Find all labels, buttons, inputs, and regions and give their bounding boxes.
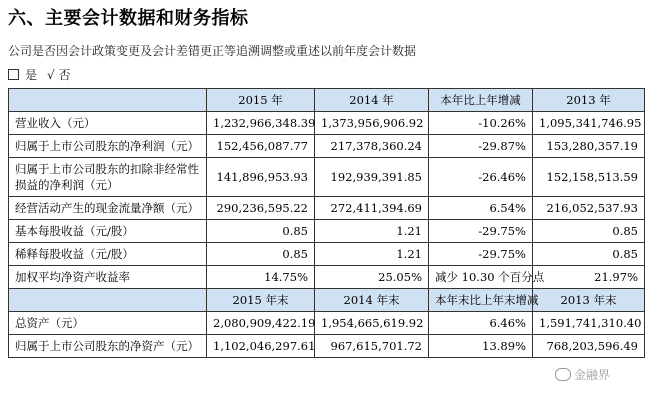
row-label: 总资产（元） [9,312,207,335]
section-heading: 六、主要会计数据和财务指标 [8,8,249,29]
table-cell: 153,280,357.19 [533,135,645,158]
table-cell: 0.85 [533,243,645,266]
row-label: 归属于上市公司股东的净资产（元） [9,335,207,358]
restatement-options [8,66,71,83]
table-cell: -29.75% [429,220,533,243]
table-cell: 1,095,341,746.95 [533,112,645,135]
column-header: 2013 年 [533,89,645,112]
restatement-question: 公司是否因会计政策变更及会计差错更正等追溯调整或重述以前年度会计数据 [8,44,417,58]
table-row [9,197,645,220]
table-cell: 141,896,953.93 [207,158,315,197]
row-label: 加权平均净资产收益率 [9,266,207,289]
column-header: 2014 年末 [315,289,429,312]
table-cell: -29.87% [429,135,533,158]
column-header: 本年末比上年末增减 [429,289,533,312]
row-label: 营业收入（元） [9,112,207,135]
table-cell: 1,591,741,310.40 [533,312,645,335]
table-cell: 768,203,596.49 [533,335,645,358]
table-cell: 1.21 [315,220,429,243]
table-cell: 152,456,087.77 [207,135,315,158]
table-cell: 0.85 [207,220,315,243]
table-cell: 272,411,394.69 [315,197,429,220]
column-header [9,289,207,312]
wechat-icon [555,368,571,381]
table-row [9,335,645,358]
table-row [9,158,645,197]
table-cell: 21.97% [533,266,645,289]
table-cell: 减少 10.30 个百分点 [429,266,533,289]
table-row [9,312,645,335]
table-row [9,112,645,135]
table-cell: 967,615,701.72 [315,335,429,358]
column-header: 本年比上年增减 [429,89,533,112]
table-cell: 1,232,966,348.39 [207,112,315,135]
table-cell: 14.75% [207,266,315,289]
table-cell: 217,378,360.24 [315,135,429,158]
table-row [9,243,645,266]
table-cell: 152,158,513.59 [533,158,645,197]
table-cell: 1,954,665,619.92 [315,312,429,335]
table-row [9,135,645,158]
watermark-text: 金融界 [574,368,611,382]
row-label: 稀释每股收益（元/股） [9,243,207,266]
table-cell: 0.85 [533,220,645,243]
financial-table [8,88,645,358]
column-header: 2014 年 [315,89,429,112]
table-cell: 290,236,595.22 [207,197,315,220]
column-header: 2015 年末 [207,289,315,312]
row-label: 归属于上市公司股东的扣除非经常性损益的净利润（元） [9,158,207,197]
table-cell: -29.75% [429,243,533,266]
table-header-row [9,89,645,112]
table-cell: 192,939,391.85 [315,158,429,197]
table-header-row [9,289,645,312]
column-header: 2015 年 [207,89,315,112]
table-cell: 2,080,909,422.19 [207,312,315,335]
table-cell: 1,373,956,906.92 [315,112,429,135]
table-cell: -10.26% [429,112,533,135]
table-cell: 1,102,046,297.61 [207,335,315,358]
watermark [555,366,610,383]
table-cell: 6.46% [429,312,533,335]
table-row [9,220,645,243]
table-cell: 6.54% [429,197,533,220]
table-cell: 25.05% [315,266,429,289]
row-label: 基本每股收益（元/股） [9,220,207,243]
no-label: 否 [58,68,71,82]
column-header [9,89,207,112]
table-cell: 216,052,537.93 [533,197,645,220]
check-mark: √ [47,67,55,82]
table-cell: 0.85 [207,243,315,266]
table-row [9,266,645,289]
table-cell: 13.89% [429,335,533,358]
yes-label: 是 [25,68,38,82]
table-cell: -26.46% [429,158,533,197]
row-label: 经营活动产生的现金流量净额（元） [9,197,207,220]
table-cell: 1.21 [315,243,429,266]
checkbox-icon[interactable] [8,69,19,80]
row-label: 归属于上市公司股东的净利润（元） [9,135,207,158]
column-header: 2013 年末 [533,289,645,312]
